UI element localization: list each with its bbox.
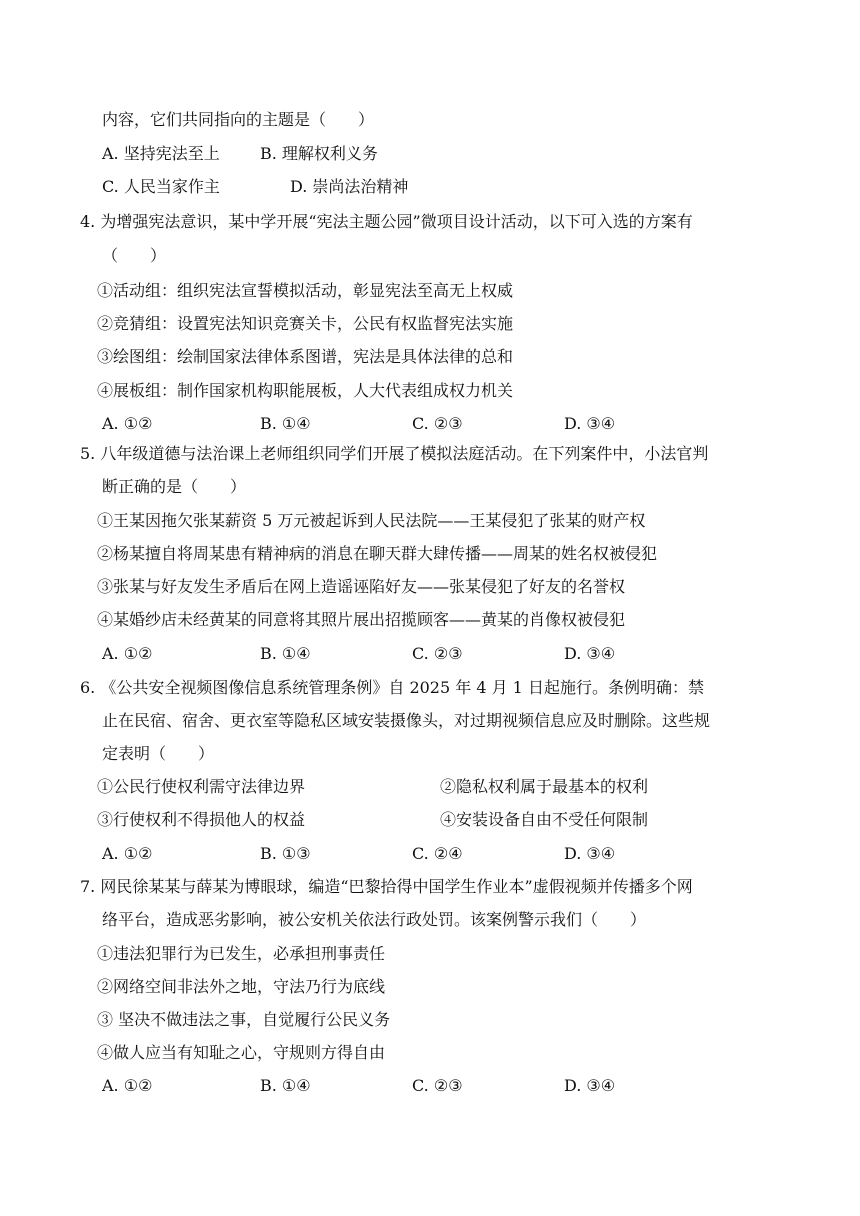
q5-stem-line1: 5. 八年级道德与法治课上老师组织同学们开展了模拟法庭活动。在下列案件中，小法官判 [80, 444, 709, 463]
q6-option-b: B. ①③ [260, 844, 311, 863]
q7-option-a: A. ①② [102, 1076, 153, 1095]
q5-item-2: ②杨某擅自将周某患有精神病的消息在聊天群大肆传播——周某的姓名权被侵犯 [97, 544, 658, 563]
q6-item-1: ①公民行使权利需守法律边界 [97, 777, 306, 796]
q5-option-d: D. ③④ [564, 644, 616, 663]
q3-option-b: B. 理解权利义务 [260, 144, 378, 163]
q7-item-2: ②网络空间非法外之地，守法乃行为底线 [97, 977, 386, 996]
q5-stem-line2: 断正确的是（ ） [102, 477, 247, 496]
q4-option-c: C. ②③ [412, 414, 463, 433]
q7-option-d: D. ③④ [564, 1076, 616, 1095]
q5-item-4: ④某婚纱店未经黄某的同意将其照片展出招揽顾客——黄某的肖像权被侵犯 [97, 610, 626, 629]
q4-stem-line2: （ ） [102, 246, 167, 265]
q6-option-c: C. ②④ [412, 844, 463, 863]
q6-stem-line2: 止在民宿、宿舍、更衣室等隐私区域安装摄像头，对过期视频信息应及时删除。这些规 [102, 711, 711, 730]
q3-option-d: D. 崇尚法治精神 [290, 177, 409, 196]
q6-item-3: ③行使权利不得损他人的权益 [97, 810, 306, 829]
q3-stem-tail: 内容，它们共同指向的主题是（ ） [102, 110, 375, 129]
q7-item-4: ④做人应当有知耻之心，守规则方得自由 [97, 1043, 386, 1062]
q3-option-a: A. 坚持宪法至上 [102, 144, 220, 163]
q6-option-a: A. ①② [102, 844, 153, 863]
q6-option-d: D. ③④ [564, 844, 616, 863]
q5-item-1: ①王某因拖欠张某薪资 5 万元被起诉到人民法院——王某侵犯了张某的财产权 [97, 511, 646, 530]
q4-item-1: ①活动组：组织宪法宣誓模拟活动，彰显宪法至高无上权威 [97, 281, 514, 300]
q5-item-3: ③张某与好友发生矛盾后在网上造谣诬陷好友——张某侵犯了好友的名誉权 [97, 577, 626, 596]
q3-option-c: C. 人民当家作主 [102, 177, 220, 196]
q7-item-3: ③ 坚决不做违法之事，自觉履行公民义务 [97, 1010, 391, 1029]
q5-option-b: B. ①④ [260, 644, 311, 663]
q5-option-c: C. ②③ [412, 644, 463, 663]
q6-item-4: ④安装设备自由不受任何限制 [440, 810, 649, 829]
q7-option-c: C. ②③ [412, 1076, 463, 1095]
q6-stem-line1: 6. 《公共安全视频图像信息系统管理条例》自 2025 年 4 月 1 日起施行。条例明确：禁 [80, 678, 704, 697]
q5-option-a: A. ①② [102, 644, 153, 663]
q4-item-4: ④展板组：制作国家机构职能展板，人大代表组成权力机关 [97, 381, 514, 400]
q6-item-2: ②隐私权利属于最基本的权利 [440, 777, 649, 796]
q7-stem-line1: 7. 网民徐某某与薛某为博眼球，编造“巴黎拾得中国学生作业本”虚假视频并传播多个网 [80, 877, 693, 896]
q7-stem-line2: 络平台，造成恶劣影响，被公安机关依法行政处罚。该案例警示我们（ ） [102, 910, 647, 929]
q4-option-d: D. ③④ [564, 414, 616, 433]
q4-item-3: ③绘图组：绘制国家法律体系图谱，宪法是具体法律的总和 [97, 347, 514, 366]
q7-item-1: ①违法犯罪行为已发生，必承担刑事责任 [97, 944, 386, 963]
q4-option-b: B. ①④ [260, 414, 311, 433]
q7-option-b: B. ①④ [260, 1076, 311, 1095]
q6-stem-line3: 定表明（ ） [102, 744, 215, 763]
q4-stem-line1: 4. 为增强宪法意识，某中学开展“宪法主题公园”微项目设计活动，以下可入选的方案有 [80, 212, 693, 231]
q4-option-a: A. ①② [102, 414, 153, 433]
q4-item-2: ②竞猜组：设置宪法知识竞赛关卡，公民有权监督宪法实施 [97, 314, 514, 333]
